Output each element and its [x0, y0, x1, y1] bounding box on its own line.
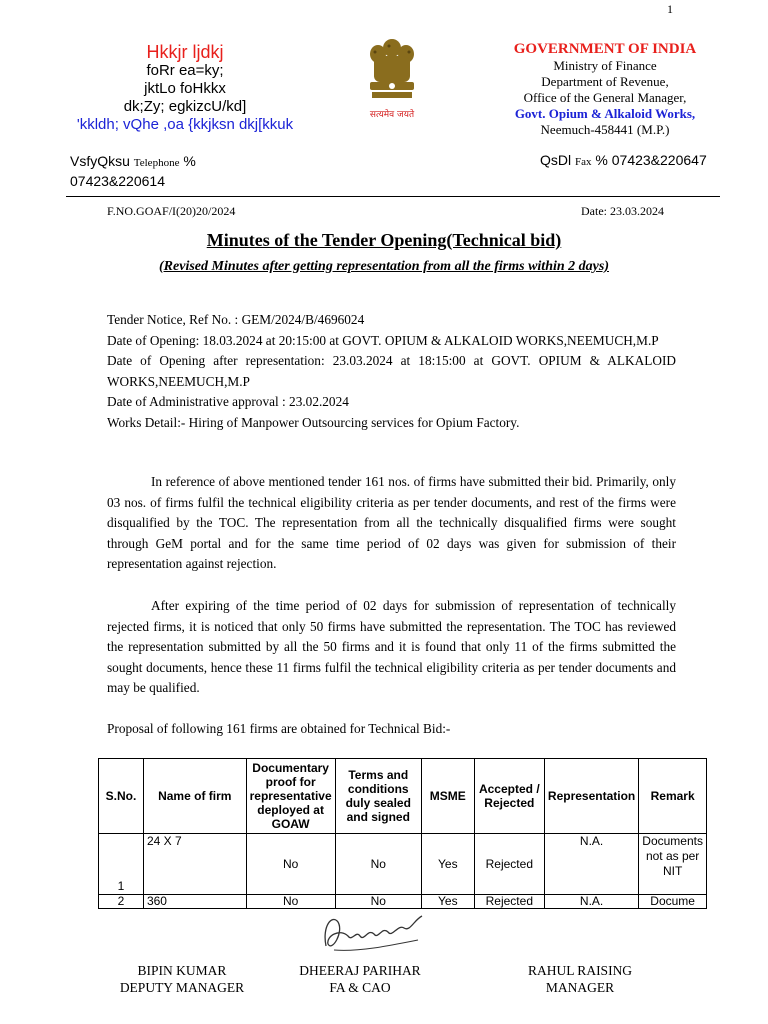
page-title: Minutes of the Tender Opening(Technical bid) [206, 230, 562, 250]
english-line: Department of Revenue, [541, 74, 669, 89]
hindi-line: jktLo foHkkx [144, 80, 226, 97]
opening-date: Date of Opening: 18.03.2024 at 20:15:00 at GOVT. OPIUM & ALKALOID WORKS,NEEMUCH,M.P [107, 332, 659, 348]
tender-ref: Tender Notice, Ref No. : GEM/2024/B/4696024 [107, 312, 365, 327]
fax-hindi-label: QsDl [540, 152, 572, 168]
english-address: Neemuch-458441 (M.P.) [540, 122, 670, 137]
cell-msme: Yes [421, 895, 474, 909]
cell-remark: Documents not as per NIT [639, 834, 707, 895]
english-line: Ministry of Finance [553, 58, 657, 73]
cell-representation: N.A. [544, 895, 638, 909]
cell-status: Rejected [474, 834, 544, 895]
col-sno: S.No. [99, 759, 144, 834]
hindi-line: dk;Zy; egkizcU/kd] [123, 98, 247, 115]
col-documentary-proof: Documentary proof for representative deployed at GOAW [246, 759, 335, 834]
cell-sno: 2 [99, 895, 144, 909]
signatory-name: RAHUL RAISING [527, 963, 633, 978]
body-paragraph-1 [107, 472, 676, 575]
firms-table [98, 758, 707, 909]
paragraph-text: In reference of above mentioned tender 161 nos. of firms have submitted their bid. Primarily, only 03 nos. of firms fulfil the technical eligibility criteria as per tender documents, and rest of the firms were disqualified by the TOC. The representation from all the technically disqualified firms were sought through GeM portal and for the same time period of 02 days was given for submission of their representation against rejection. [107, 474, 676, 571]
signatory-2 [260, 962, 460, 996]
body-paragraph-2 [107, 596, 676, 699]
english-works-name: Govt. Opium & Alkaloid Works, [514, 106, 696, 121]
proposal-line [107, 719, 676, 740]
proposal-text: Proposal of following 161 firms are obtained for Technical Bid:- [107, 721, 451, 736]
reopening-date: Date of Opening after representation: 23.03.2024 at 18:15:00 at GOVT. OPIUM & ALKALOID WORKS,NEEMUCH,M.P [107, 353, 676, 389]
signatory-designation: MANAGER [545, 980, 615, 995]
cell-representation: N.A. [544, 834, 638, 895]
signatory-name: DHEERAJ PARIHAR [299, 963, 421, 978]
hindi-title: Hkkjr ljdkj [146, 42, 224, 62]
paragraph-text: After expiring of the time period of 02 days for submission of representation of technically rejected firms, it is noticed that only 50 firms have submitted the representation. The TOC has reviewed the representation submitted by all the 50 firms and it is found that only 11 of the firms submitted the sought documents, hence these 11 firms fulfil the technical eligibility criteria as per tender documents and may be qualified. [107, 598, 676, 695]
file-number: F.NO.GOAF/I(20)20/2024 [107, 204, 236, 218]
document-date: Date: 23.03.2024 [581, 204, 664, 218]
table-header-row [99, 759, 707, 834]
signatory-3 [480, 962, 680, 996]
page-number: 1 [667, 2, 673, 16]
tel-number: 07423&220614 [70, 173, 165, 189]
tel-separator: % [183, 153, 196, 169]
approval-date: Date of Administrative approval : 23.02.2024 [107, 394, 349, 409]
cell-sno: 1 [99, 834, 144, 895]
cell-firm: 360 [143, 895, 246, 909]
col-terms: Terms and conditions duly sealed and signed [335, 759, 421, 834]
signatory-name: BIPIN KUMAR [137, 963, 227, 978]
tel-label: Telephone [133, 157, 180, 169]
emblem-icon [362, 34, 422, 102]
english-title: GOVERNMENT OF INDIA [513, 41, 697, 57]
table-row [99, 834, 707, 895]
fax-number: % 07423&220647 [595, 152, 707, 168]
cell-status: Rejected [474, 895, 544, 909]
hindi-works-name: 'kkldh; vQhe ,oa {kkjksn dkj[kkuk [76, 116, 294, 133]
signatory-1 [82, 962, 282, 996]
cell-terms: No [335, 895, 421, 909]
hindi-letterhead [70, 42, 300, 133]
tel-hindi-label: VsfyQksu [70, 153, 130, 169]
handwritten-signature [318, 906, 428, 958]
cell-msme: Yes [421, 834, 474, 895]
national-emblem [352, 34, 432, 120]
telephone-info [70, 152, 280, 190]
fax-info [540, 152, 707, 168]
hindi-line: foRr ea=ky; [146, 62, 224, 79]
col-remark: Remark [639, 759, 707, 834]
english-letterhead [480, 40, 730, 138]
cell-proof: No [246, 834, 335, 895]
signatory-designation: FA & CAO [329, 980, 391, 995]
tender-details [107, 310, 676, 433]
col-firm-name: Name of firm [143, 759, 246, 834]
col-msme: MSME [421, 759, 474, 834]
works-detail: Works Detail:- Hiring of Manpower Outsourcing services for Opium Factory. [107, 414, 520, 430]
emblem-motto: सत्यमेव जयते [369, 110, 415, 120]
col-representation: Representation [544, 759, 638, 834]
col-status: Accepted / Rejected [474, 759, 544, 834]
english-line: Office of the General Manager, [523, 90, 687, 105]
page-subtitle: (Revised Minutes after getting representation from all the firms within 2 days) [159, 259, 609, 274]
cell-terms: No [335, 834, 421, 895]
signatory-designation: DEPUTY MANAGER [119, 980, 245, 995]
cell-proof: No [246, 895, 335, 909]
cell-firm: 24 X 7 [143, 834, 246, 895]
fax-label: Fax [575, 156, 592, 168]
header-divider [66, 196, 720, 197]
cell-remark: Docume [639, 895, 707, 909]
